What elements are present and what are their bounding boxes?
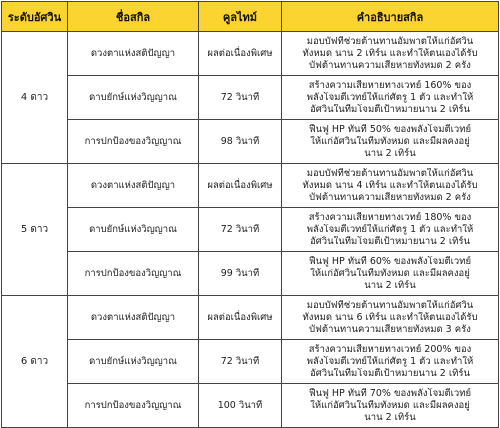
skill-name-cell: การปกป้องของวิญญาณ [68,252,199,296]
description-line: บัฟต้านทานความเสียหายทั้งหมด 2 ครั้ง [309,59,471,71]
cooldown-cell: 100 วินาที [199,384,282,428]
skill-name-cell: ดาบยักษ์แห่งวิญญาณ [68,208,199,252]
description-line: พลังโจมตีเวทย์ให้แก่ศัตรู 1 ตัว และทำให้ [306,223,474,235]
description-line: ทั้งหมด นาน 2 เทิร์น และทำให้ตนเองได้รับ [302,47,478,59]
skill-name-cell: ดวงตาแห่งสติปัญญา [68,164,199,208]
star-level-cell: 4 ดาว [2,32,68,164]
description-cell [282,32,499,76]
description-line: สร้างความเสียหายทางเวทย์ 200% ของ [308,343,472,355]
table-row [2,296,499,340]
skill-name-cell: การปกป้องของวิญญาณ [68,384,199,428]
header-row [2,2,499,32]
description-line: นาน 2 เทิร์น [364,279,416,291]
description-line: ทั้งหมด นาน 6 เทิร์น และทำให้ตนเองได้รับ [302,311,478,323]
table-row [2,384,499,428]
cooldown-cell: ผลต่อเนื่องพิเศษ [199,32,282,76]
description-line: อัศวินในทีมโจมตีเป้าหมายนาน 2 เทิร์น [310,235,470,247]
skill-name-cell: ดาบยักษ์แห่งวิญญาณ [68,76,199,120]
header-skill-name: ชื่อสกิล [68,2,199,32]
description-cell [282,384,499,428]
description-cell [282,208,499,252]
skill-name-cell: ดาบยักษ์แห่งวิญญาณ [68,340,199,384]
table-row [2,340,499,384]
table-row [2,252,499,296]
description-line: ให้แก่อัศวินในทีมทั้งหมด และมีผลคงอยู่ [310,135,470,147]
description-line: มอบบัฟที่ช่วยต้านทานอัมพาตให้แก่อัศวิน [306,35,474,47]
description-line: นาน 2 เทิร์น [364,147,416,159]
cooldown-cell: ผลต่อเนื่องพิเศษ [199,296,282,340]
header-description: คำอธิบายสกิล [282,2,499,32]
cooldown-cell: 98 วินาที [199,120,282,164]
skill-name-cell: ดวงตาแห่งสติปัญญา [68,296,199,340]
skill-table-container [1,1,499,428]
cooldown-cell: 72 วินาที [199,340,282,384]
table-row [2,208,499,252]
description-line: ให้แก่อัศวินในทีมทั้งหมด และมีผลคงอยู่ [310,267,470,279]
cooldown-cell: 72 วินาที [199,208,282,252]
header-cooldown: คูลไทม์ [199,2,282,32]
cooldown-cell: 72 วินาที [199,76,282,120]
description-line: ฟื้นฟู HP ทันที 60% ของพลังโจมตีเวทย์ [308,255,472,267]
description-line: สร้างความเสียหายทางเวทย์ 180% ของ [308,211,472,223]
description-cell [282,76,499,120]
description-line: ทั้งหมด นาน 4 เทิร์น และทำให้ตนเองได้รับ [302,179,478,191]
description-line: พลังโจมตีเวทย์ให้แก่ศัตรู 1 ตัว และทำให้ [306,91,474,103]
description-line: นาน 2 เทิร์น [364,411,416,423]
description-cell [282,120,499,164]
table-row [2,164,499,208]
description-line: อัศวินในทีมโจมตีเป้าหมายนาน 2 เทิร์น [310,103,470,115]
description-cell [282,296,499,340]
skill-name-cell: ดวงตาแห่งสติปัญญา [68,32,199,76]
description-line: ฟื้นฟู HP ทันที 70% ของพลังโจมตีเวทย์ [308,387,472,399]
skill-table [1,1,499,428]
table-row [2,32,499,76]
skill-name-cell: การปกป้องของวิญญาณ [68,120,199,164]
description-cell [282,164,499,208]
description-line: ฟื้นฟู HP ทันที 50% ของพลังโจมตีเวทย์ [308,123,472,135]
table-body [2,32,499,428]
description-line: มอบบัฟที่ช่วยต้านทานอัมพาตให้แก่อัศวิน [306,167,474,179]
description-cell [282,252,499,296]
description-line: พลังโจมตีเวทย์ให้แก่ศัตรู 1 ตัว และทำให้ [306,355,474,367]
description-line: ให้แก่อัศวินในทีมทั้งหมด และมีผลคงอยู่ [310,399,470,411]
cooldown-cell: ผลต่อเนื่องพิเศษ [199,164,282,208]
cooldown-cell: 99 วินาที [199,252,282,296]
table-row [2,120,499,164]
description-cell [282,340,499,384]
header-knight-level: ระดับอัศวิน [2,2,68,32]
description-line: อัศวินในทีมโจมตีเป้าหมายนาน 2 เทิร์น [310,367,470,379]
description-line: บัฟต้านทานความเสียหายทั้งหมด 2 ครั้ง [309,191,471,203]
table-header [2,2,499,32]
star-level-cell: 6 ดาว [2,296,68,428]
description-line: มอบบัฟที่ช่วยต้านทานอัมพาตให้แก่อัศวิน [306,299,474,311]
description-line: บัฟต้านทานความเสียหายทั้งหมด 3 ครั้ง [309,323,471,335]
description-line: สร้างความเสียหายทางเวทย์ 160% ของ [308,79,472,91]
table-row [2,76,499,120]
star-level-cell: 5 ดาว [2,164,68,296]
